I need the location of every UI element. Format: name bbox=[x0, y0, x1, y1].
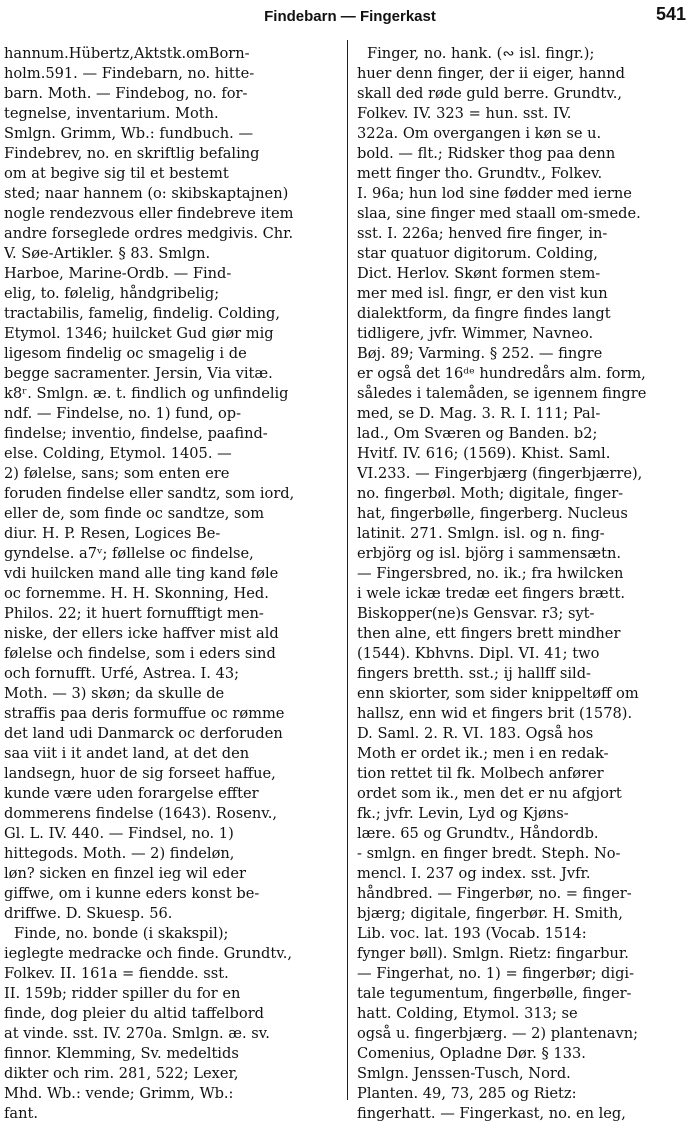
text-line: V. Søe-Artikler. § 83. Smlgn. bbox=[4, 245, 211, 262]
page-header bbox=[0, 0, 700, 34]
text-line: hatt. Colding, Etymol. 313; se bbox=[357, 1005, 578, 1022]
text-line: tegnelse, inventarium. Moth. bbox=[4, 105, 219, 122]
text-line: skall ded røde guld berre. Grundtv., bbox=[357, 85, 623, 102]
text-line: Hvitf. IV. 616; (1569). Khist. Saml. bbox=[357, 445, 611, 462]
text-line: andre forseglede ordres medgivis. Chr. bbox=[4, 225, 294, 242]
text-line: - smlgn. en finger bredt. Steph. No- bbox=[357, 845, 621, 862]
text-line: fant. bbox=[4, 1105, 39, 1122]
text-line: then alne, ett fingers brett mindher bbox=[357, 625, 621, 642]
text-line: lad., Om Sværen og Banden. b2; bbox=[357, 425, 598, 442]
text-line: at vinde. sst. IV. 270a. Smlgn. æ. sv. bbox=[4, 1025, 270, 1042]
text-line: håndbred. — Fingerbør, no. = finger- bbox=[357, 885, 632, 902]
text-line: findelse; inventio, findelse, paafind- bbox=[4, 425, 268, 442]
text-line: diur. H. P. Resen, Logices Be- bbox=[4, 525, 221, 542]
text-line: latinit. 271. Smlgn. isl. og n. fing- bbox=[357, 525, 605, 542]
text-line: II. 159b; ridder spiller du for en bbox=[4, 985, 241, 1002]
text-line: Dict. Herlov. Skønt formen stem- bbox=[357, 265, 601, 282]
text-line: Smlgn. Grimm, Wb.: fundbuch. — bbox=[4, 125, 254, 142]
text-line: følelse och findelse, som i eders sind bbox=[4, 645, 276, 662]
text-line: holm.591. — Findebarn, no. hitte- bbox=[4, 65, 255, 82]
text-line: star quatuor digitorum. Colding, bbox=[357, 245, 598, 262]
text-line: — Fingersbred, no. ik.; fra hwilcken bbox=[357, 565, 624, 582]
text-line: driffwe. D. Skuesp. 56. bbox=[4, 905, 173, 922]
text-line: fingerhatt. — Fingerkast, no. en leg, bbox=[357, 1105, 626, 1122]
text-line: Finde, no. bonde (i skakspil); bbox=[14, 925, 229, 942]
text-line: Moth er ordet ik.; men i en redak- bbox=[357, 745, 609, 762]
text-line: Gl. L. IV. 440. — Findsel, no. 1) bbox=[4, 825, 234, 842]
text-line: tale tegumentum, fingerbølle, finger- bbox=[357, 985, 632, 1002]
text-line: mett finger tho. Grundtv., Folkev. bbox=[357, 165, 603, 182]
text-line: Bøj. 89; Varming. § 252. — fingre bbox=[357, 345, 603, 362]
text-line: Etymol. 1346; huilcket Gud giør mig bbox=[4, 325, 274, 342]
text-line: hallsz, enn wid et fingers brit (1578). bbox=[357, 705, 633, 722]
text-line: Moth. — 3) skøn; da skulle de bbox=[4, 685, 225, 702]
text-line: vdi huilcken mand alle ting kand føle bbox=[4, 565, 279, 582]
text-line: sst. I. 226a; henved fire finger, in- bbox=[357, 225, 608, 242]
text-line: oc fornemme. H. H. Skonning, Hed. bbox=[4, 585, 269, 602]
text-line: Biskopper(ne)s Gensvar. r3; syt- bbox=[357, 605, 595, 622]
text-line: er også det 16ᵈᵉ hundredårs alm. form, bbox=[357, 365, 646, 382]
column-divider bbox=[347, 40, 348, 1100]
page-number: 541 bbox=[655, 4, 686, 24]
text-line: fk.; jvfr. Levin, Lyd og Kjøns- bbox=[357, 805, 569, 822]
text-line: det land udi Danmarck oc derforuden bbox=[4, 725, 283, 742]
right-column bbox=[357, 44, 694, 1124]
text-line: eller de, som finde oc sandtze, som bbox=[4, 505, 265, 522]
text-line: Finger, no. hank. (∾ isl. fingr.); bbox=[367, 45, 595, 62]
text-line: løn? sicken en finzel ieg wil eder bbox=[4, 865, 246, 882]
text-line: bjærg; digitale, fingerbør. H. Smith, bbox=[357, 905, 623, 922]
text-line: om at begive sig til et bestemt bbox=[4, 165, 229, 182]
text-line: Mhd. Wb.: vende; Grimm, Wb.: bbox=[4, 1085, 234, 1102]
text-line: begge sacramenter. Jersin, Via vitæ. bbox=[4, 365, 273, 382]
text-line: ieglegte medracke och finde. Grundtv., bbox=[4, 945, 293, 962]
text-line: — Fingerhat, no. 1) = fingerbør; digi- bbox=[357, 965, 635, 982]
left-column bbox=[4, 44, 339, 1124]
text-line: I. 96a; hun lod sine fødder med ierne bbox=[357, 185, 632, 202]
text-line: Folkev. II. 161a = fiendde. sst. bbox=[4, 965, 229, 982]
text-line: hat, fingerbølle, fingerberg. Nucleus bbox=[357, 505, 628, 522]
text-line: huer denn finger, der ii eiger, hannd bbox=[357, 65, 625, 82]
text-line: Findebrev, no. en skriftlig befaling bbox=[4, 145, 260, 162]
text-line: och fornufft. Urfé, Astrea. I. 43; bbox=[4, 665, 240, 682]
text-line: mencl. I. 237 og index. sst. Jvfr. bbox=[357, 865, 591, 882]
text-line: ligesom findelig oc smagelig i de bbox=[4, 345, 247, 362]
text-line: enn skiorter, som sider knippeltøff om bbox=[357, 685, 639, 702]
text-line: dialektform, da fingre findes langt bbox=[357, 305, 611, 322]
text-line: fingers bretth. sst.; ij hallff sild- bbox=[357, 665, 591, 682]
text-line: foruden findelse eller sandtz, som iord, bbox=[4, 485, 295, 502]
text-line: Planten. 49, 73, 285 og Rietz: bbox=[357, 1085, 577, 1102]
text-line: straffis paa deris formuffue oc rømme bbox=[4, 705, 285, 722]
text-line: Comenius, Opladne Dør. § 133. bbox=[357, 1045, 586, 1062]
text-line: i wele ickæ tredæ eet fingers brætt. bbox=[357, 585, 625, 602]
text-line: Smlgn. Jenssen-Tusch, Nord. bbox=[357, 1065, 571, 1082]
text-line: fynger bøll). Smlgn. Rietz: fingarbur. bbox=[357, 945, 629, 962]
text-line: således i talemåden, se igennem fingre bbox=[357, 385, 647, 402]
text-line: ndf. — Findelse, no. 1) fund, op- bbox=[4, 405, 242, 422]
text-line: erbjörg og isl. björg i sammensætn. bbox=[357, 545, 622, 562]
text-line: k8ʳ. Smlgn. æ. t. findlich og unfindelig bbox=[4, 385, 289, 402]
text-line: 322a. Om overgangen i køn se u. bbox=[357, 125, 602, 142]
text-line: finde, dog pleier du altid taffelbord bbox=[4, 1005, 265, 1022]
text-line: også u. fingerbjærg. — 2) plantenavn; bbox=[357, 1025, 639, 1042]
text-line: barn. Moth. — Findebog, no. for- bbox=[4, 85, 248, 102]
text-line: elig, to. følelig, håndgribelig; bbox=[4, 285, 220, 302]
text-line: gyndelse. a7ᵛ; føllelse oc findelse, bbox=[4, 545, 254, 562]
text-line: med, se D. Mag. 3. R. I. 111; Pal- bbox=[357, 405, 601, 422]
text-line: lære. 65 og Grundtv., Håndordb. bbox=[357, 825, 599, 842]
text-line: slaa, sine finger med staall om-smede. bbox=[357, 205, 641, 222]
text-line: else. Colding, Etymol. 1405. — bbox=[4, 445, 232, 462]
text-line: D. Saml. 2. R. VI. 183. Også hos bbox=[357, 725, 594, 742]
text-line: saa viit i it andet land, at det den bbox=[4, 745, 250, 762]
text-line: hannum.Hübertz,Aktstk.omBorn- bbox=[4, 45, 250, 62]
text-line: (1544). Kbhvns. Dipl. VI. 41; two bbox=[357, 645, 600, 662]
text-line: tidligere, jvfr. Wimmer, Navneo. bbox=[357, 325, 594, 342]
text-line: tion rettet til fk. Molbech anfører bbox=[357, 765, 604, 782]
text-line: Harboe, Marine-Ordb. — Find- bbox=[4, 265, 232, 282]
text-line: 2) følelse, sans; som enten ere bbox=[4, 465, 230, 482]
text-line: sted; naar hannem (o: skibskaptajnen) bbox=[4, 185, 289, 202]
text-line: dommerens findelse (1643). Rosenv., bbox=[4, 805, 278, 822]
text-line: hittegods. Moth. — 2) findeløn, bbox=[4, 845, 235, 862]
text-line: landsegn, huor de sig forseet haffue, bbox=[4, 765, 276, 782]
text-line: kunde være uden forargelse effter bbox=[4, 785, 259, 802]
text-line: ordet som ik., men det er nu afgjort bbox=[357, 785, 622, 802]
text-line: tractabilis, famelig, findelig. Colding, bbox=[4, 305, 280, 322]
text-line: mer med isl. fingr, er den vist kun bbox=[357, 285, 608, 302]
text-line: nogle rendezvous eller findebreve item bbox=[4, 205, 294, 222]
running-title: Findebarn — Fingerkast bbox=[264, 8, 436, 25]
text-line: giffwe, om i kunne eders konst be- bbox=[4, 885, 260, 902]
text-line: niske, der ellers icke haffver mist ald bbox=[4, 625, 279, 642]
text-line: Lib. voc. lat. 193 (Vocab. 1514: bbox=[357, 925, 587, 942]
text-line: no. fingerbøl. Moth; digitale, finger- bbox=[357, 485, 624, 502]
text-line: dikter och rim. 281, 522; Lexer, bbox=[4, 1065, 239, 1082]
text-line: bold. — flt.; Ridsker thog paa denn bbox=[357, 145, 616, 162]
text-line: finnor. Klemming, Sv. medeltids bbox=[4, 1045, 239, 1062]
text-line: Folkev. IV. 323 = hun. sst. IV. bbox=[357, 105, 572, 122]
text-line: VI.233. — Fingerbjærg (fingerbjærre), bbox=[357, 465, 643, 482]
text-line: Philos. 22; it huert fornufftigt men- bbox=[4, 605, 264, 622]
